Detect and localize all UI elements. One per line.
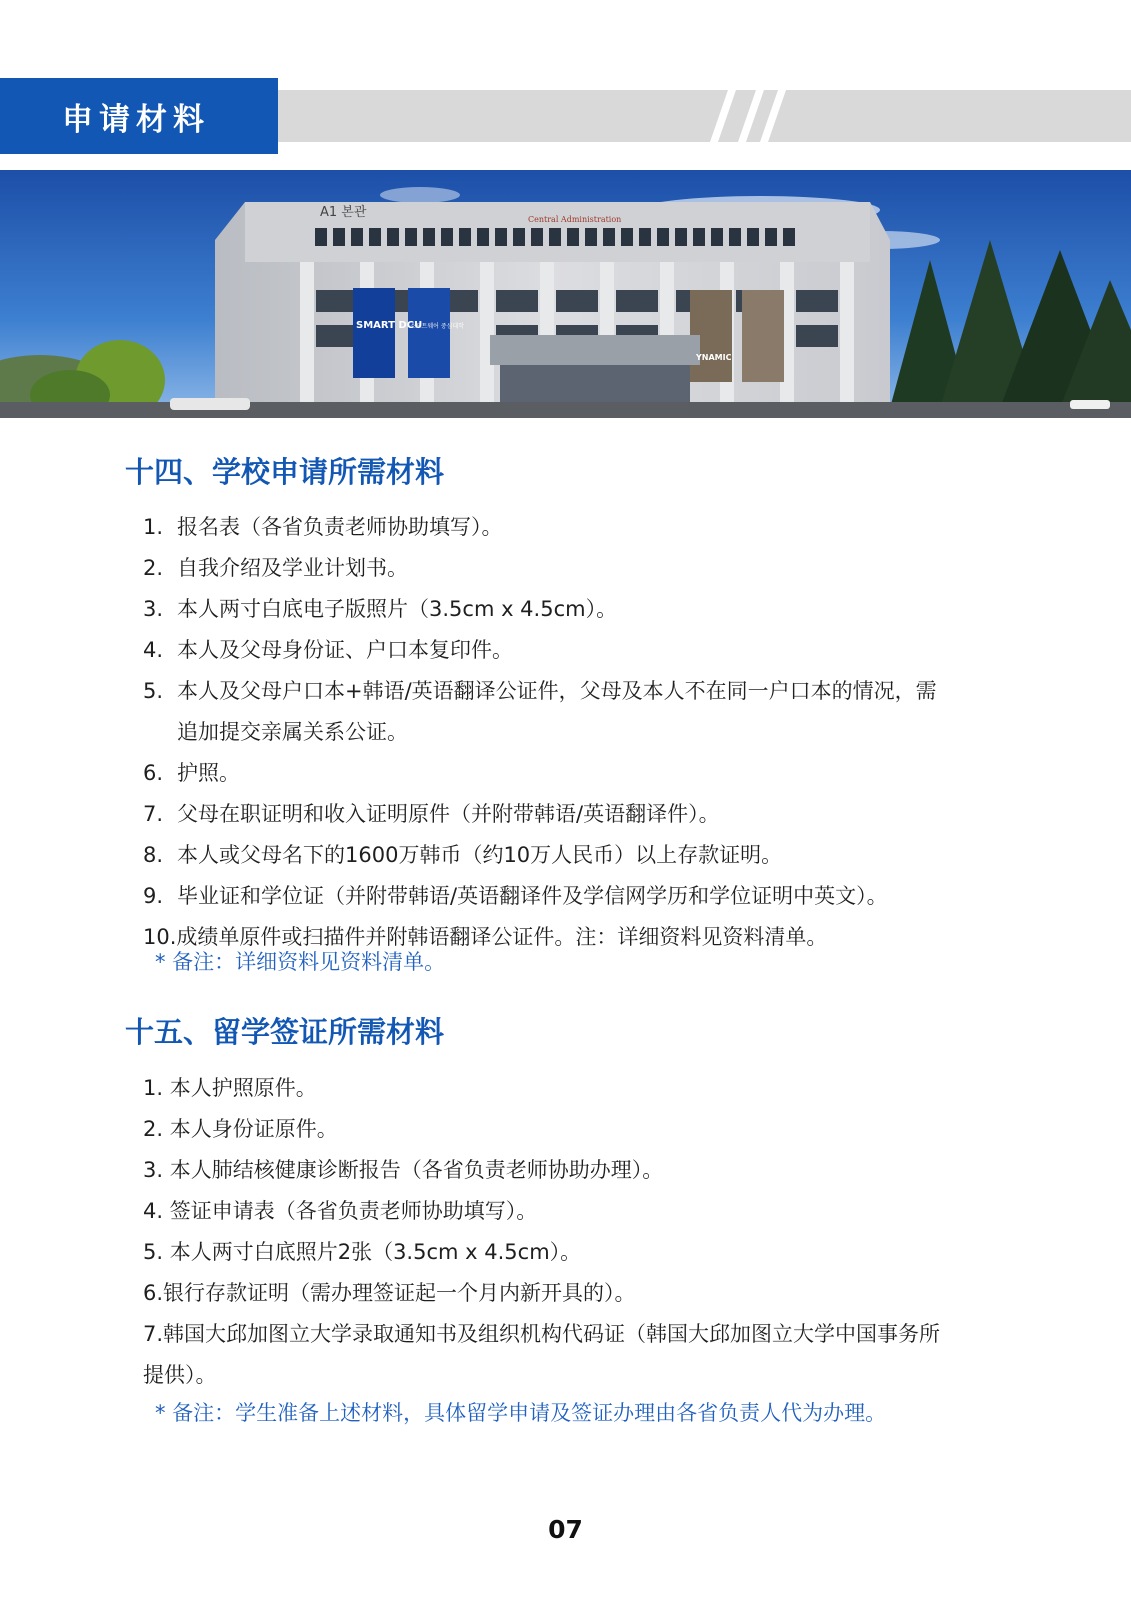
section2-note: * 备注：学生准备上述材料，具体留学申请及签证办理由各省负责人代为办理。: [155, 1401, 887, 1425]
list-item: 1. 本人护照原件。: [143, 1076, 317, 1100]
building-sign: A1 본관: [320, 205, 367, 220]
list-item: 5. 本人及父母户口本+韩语/英语翻译公证件，父母及本人不在同一户口本的情况，需: [143, 679, 937, 703]
list-item-continuation: 提供）。: [143, 1363, 217, 1387]
list-item: 10.成绩单原件或扫描件并附韩语翻译公证件。注：详细资料见资料清单。: [143, 925, 828, 949]
header-bar: [0, 78, 1131, 154]
section-title-visa-materials: 十五、留学签证所需材料: [125, 1015, 445, 1049]
list-item: 6.银行存款证明（需办理签证起一个月内新开具的）。: [143, 1281, 636, 1305]
list-item: 2. 自我介绍及学业计划书。: [143, 556, 408, 580]
list-item: 3. 本人两寸白底电子版照片（3.5cm x 4.5cm）。: [143, 597, 618, 621]
page-number: 07: [548, 1515, 583, 1544]
list-item: 7.韩国大邱加图立大学录取通知书及组织机构代码证（韩国大邱加图立大学中国事务所: [143, 1322, 941, 1346]
building-sign-en: Central Administration: [528, 215, 622, 224]
section1-note: * 备注：详细资料见资料清单。: [155, 950, 446, 974]
list-item: 7. 父母在职证明和收入证明原件（并附带韩语/英语翻译件）。: [143, 802, 720, 826]
list-item: 6. 护照。: [143, 761, 240, 785]
banner-right-text: YNAMIC: [696, 353, 732, 362]
list-item: 2. 本人身份证原件。: [143, 1117, 338, 1141]
visa-materials-list: [143, 1068, 940, 1396]
list-item: 8. 本人或父母名下的1600万韩币（约10万人民币）以上存款证明。: [143, 843, 783, 867]
list-item: 3. 本人肺结核健康诊断报告（各省负责老师协助办理）。: [143, 1158, 664, 1182]
header-stripes: [278, 90, 1131, 142]
banner-mid-text: 소프트웨어 중심대학: [410, 323, 465, 330]
section-title-school-materials: 十四、学校申请所需材料: [125, 455, 445, 489]
campus-building-photo: [0, 170, 1131, 418]
list-item: 9. 毕业证和学位证（并附带韩语/英语翻译件及学信网学历和学位证明中英文）。: [143, 884, 888, 908]
list-item: 5. 本人两寸白底照片2张（3.5cm x 4.5cm）。: [143, 1240, 582, 1264]
banner-left-text: SMART DCU: [356, 320, 423, 331]
list-item: 1. 报名表（各省负责老师协助填写）。: [143, 515, 503, 539]
list-item-continuation: 追加提交亲属关系公证。: [177, 720, 408, 744]
school-materials-list: [143, 507, 937, 958]
list-item: 4. 签证申请表（各省负责老师协助填写）。: [143, 1199, 538, 1223]
header-title: 申请材料: [0, 78, 278, 154]
list-item: 4. 本人及父母身份证、户口本复印件。: [143, 638, 513, 662]
